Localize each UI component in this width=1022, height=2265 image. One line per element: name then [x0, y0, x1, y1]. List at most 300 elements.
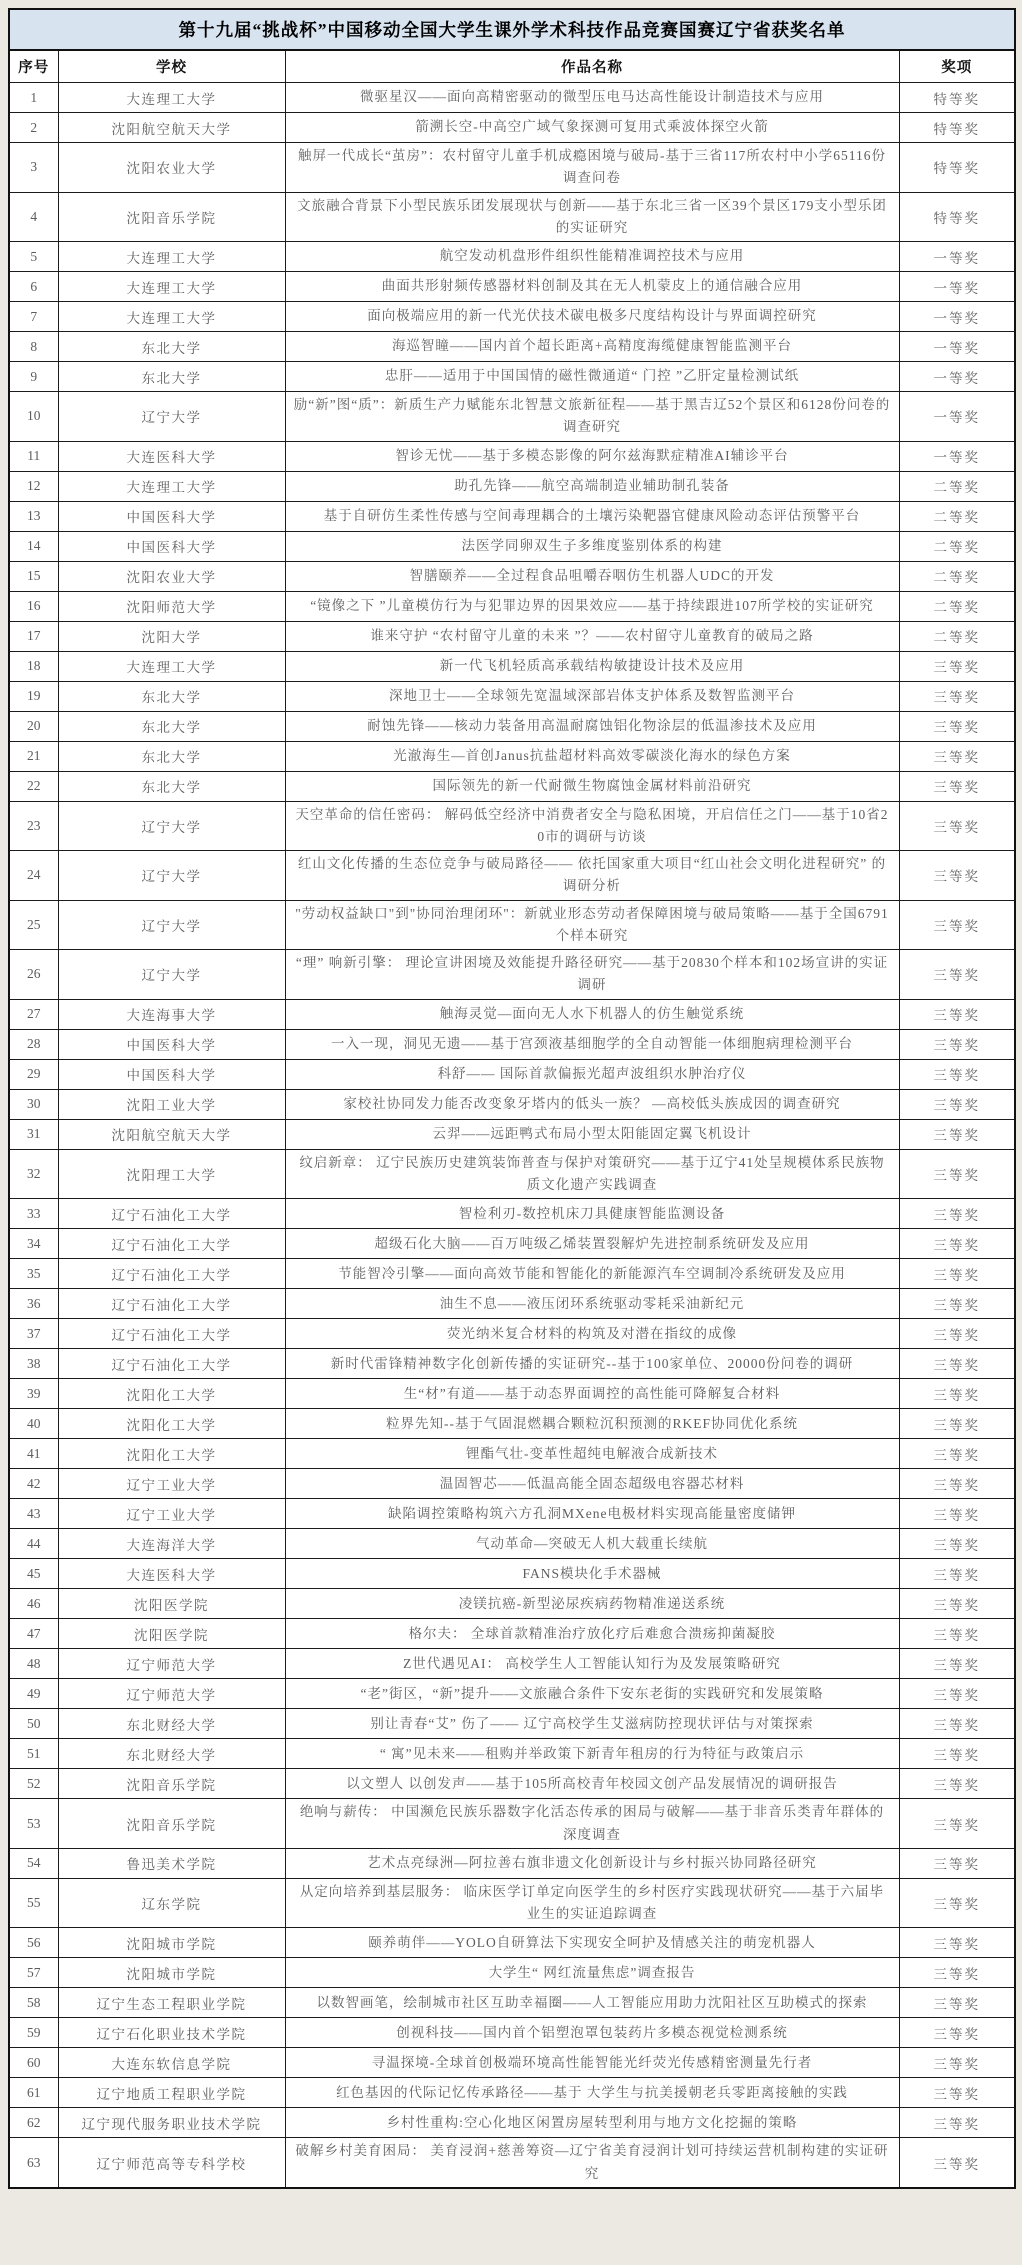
- row-number-cell: 24: [9, 851, 58, 901]
- table-row: [9, 242, 1015, 272]
- work-title-cell: 锂酯气壮-变革性超纯电解液合成新技术: [285, 1439, 899, 1469]
- school-cell: 大连理工大学: [58, 471, 285, 501]
- award-cell: 三等奖: [899, 1958, 1015, 1988]
- work-title-cell: 忠肝——适用于中国国情的磁性微通道“ 门控 ”乙肝定量检测试纸: [285, 362, 899, 392]
- work-title-cell: 智膳颐养——全过程食品咀嚼吞咽仿生机器人UDC的开发: [285, 561, 899, 591]
- award-cell: 二等奖: [899, 561, 1015, 591]
- row-number-cell: 58: [9, 1988, 58, 2018]
- row-number-cell: 26: [9, 950, 58, 1000]
- table-row: [9, 851, 1015, 901]
- table-row: [9, 1679, 1015, 1709]
- row-number-cell: 14: [9, 531, 58, 561]
- award-cell: 三等奖: [899, 1739, 1015, 1769]
- award-cell: 二等奖: [899, 501, 1015, 531]
- work-title-cell: 谁来守护 “农村留守儿童的未来 ”？——农村留守儿童教育的破局之路: [285, 621, 899, 651]
- row-number-cell: 2: [9, 113, 58, 143]
- award-cell: 一等奖: [899, 332, 1015, 362]
- work-title-cell: 创视科技——国内首个铝塑泡罩包装药片多模态视觉检测系统: [285, 2018, 899, 2048]
- school-cell: 中国医科大学: [58, 531, 285, 561]
- school-cell: 辽宁工业大学: [58, 1469, 285, 1499]
- award-cell: 三等奖: [899, 851, 1015, 901]
- work-title-cell: 红山文化传播的生态位竞争与破局路径—— 依托国家重大项目“红山社会文明化进程研究” 的调研分析: [285, 851, 899, 901]
- row-number-cell: 25: [9, 900, 58, 950]
- award-cell: 三等奖: [899, 2138, 1015, 2188]
- work-title-cell: “老”街区，“新”提升——文旅融合条件下安东老街的实践研究和发展策略: [285, 1679, 899, 1709]
- table-row: [9, 1409, 1015, 1439]
- work-title-cell: 智诊无忧——基于多模态影像的阿尔兹海默症精准AI辅诊平台: [285, 441, 899, 471]
- school-cell: 大连医科大学: [58, 441, 285, 471]
- school-cell: 沈阳医学院: [58, 1589, 285, 1619]
- table-row: [9, 1439, 1015, 1469]
- column-header-award: 奖项: [899, 50, 1015, 83]
- school-cell: 辽宁石油化工大学: [58, 1349, 285, 1379]
- row-number-cell: 30: [9, 1089, 58, 1119]
- row-number-cell: 56: [9, 1928, 58, 1958]
- work-title-cell: 别让青春“艾” 伤了—— 辽宁高校学生艾滋病防控现状评估与对策探索: [285, 1709, 899, 1739]
- table-row: [9, 741, 1015, 771]
- table-row: [9, 711, 1015, 741]
- header-row: [9, 50, 1015, 83]
- award-cell: 三等奖: [899, 1799, 1015, 1849]
- row-number-cell: 17: [9, 621, 58, 651]
- work-title-cell: 绝响与薪传： 中国濒危民族乐器数字化活态传承的困局与破解——基于非音乐类青年群体的深度调查: [285, 1799, 899, 1849]
- school-cell: 沈阳化工大学: [58, 1379, 285, 1409]
- row-number-cell: 44: [9, 1529, 58, 1559]
- school-cell: 辽宁石油化工大学: [58, 1229, 285, 1259]
- award-cell: 二等奖: [899, 531, 1015, 561]
- school-cell: 沈阳理工大学: [58, 1149, 285, 1199]
- award-cell: 一等奖: [899, 441, 1015, 471]
- award-cell: 三等奖: [899, 900, 1015, 950]
- award-cell: 三等奖: [899, 1529, 1015, 1559]
- table-row: [9, 801, 1015, 851]
- school-cell: 大连理工大学: [58, 651, 285, 681]
- row-number-cell: 22: [9, 771, 58, 801]
- row-number-cell: 21: [9, 741, 58, 771]
- row-number-cell: 62: [9, 2108, 58, 2138]
- award-cell: 一等奖: [899, 242, 1015, 272]
- award-cell: 三等奖: [899, 1589, 1015, 1619]
- row-number-cell: 31: [9, 1119, 58, 1149]
- award-cell: 三等奖: [899, 1319, 1015, 1349]
- school-cell: 沈阳农业大学: [58, 561, 285, 591]
- row-number-cell: 7: [9, 302, 58, 332]
- row-number-cell: 38: [9, 1349, 58, 1379]
- table-row: [9, 2018, 1015, 2048]
- table-row: [9, 471, 1015, 501]
- work-title-cell: 航空发动机盘形件组织性能精准调控技术与应用: [285, 242, 899, 272]
- work-title-cell: 凌镁抗癌-新型泌尿疾病药物精准递送系统: [285, 1589, 899, 1619]
- school-cell: 辽宁生态工程职业学院: [58, 1988, 285, 2018]
- table-row: [9, 1799, 1015, 1849]
- school-cell: 辽宁师范大学: [58, 1649, 285, 1679]
- school-cell: 辽宁石油化工大学: [58, 1289, 285, 1319]
- award-cell: 三等奖: [899, 651, 1015, 681]
- school-cell: 辽宁大学: [58, 950, 285, 1000]
- school-cell: 东北大学: [58, 741, 285, 771]
- table-row: [9, 1349, 1015, 1379]
- work-title-cell: 国际领先的新一代耐微生物腐蚀金属材料前沿研究: [285, 771, 899, 801]
- award-cell: 三等奖: [899, 950, 1015, 1000]
- row-number-cell: 52: [9, 1769, 58, 1799]
- row-number-cell: 18: [9, 651, 58, 681]
- work-title-cell: 荧光纳米复合材料的构筑及对潜在指纹的成像: [285, 1319, 899, 1349]
- award-cell: 三等奖: [899, 1439, 1015, 1469]
- award-cell: 特等奖: [899, 113, 1015, 143]
- work-title-cell: 文旅融合背景下小型民族乐团发展现状与创新——基于东北三省一区39个景区179支小型乐团的实证研究: [285, 192, 899, 242]
- school-cell: 中国医科大学: [58, 501, 285, 531]
- row-number-cell: 35: [9, 1259, 58, 1289]
- table-row: [9, 392, 1015, 442]
- school-cell: 辽宁现代服务职业技术学院: [58, 2108, 285, 2138]
- table-row: [9, 591, 1015, 621]
- row-number-cell: 36: [9, 1289, 58, 1319]
- work-title-cell: 超级石化大脑——百万吨级乙烯装置裂解炉先进控制系统研发及应用: [285, 1229, 899, 1259]
- work-title-cell: 光澈海生—首创Janus抗盐超材料高效零碳淡化海水的绿色方案: [285, 741, 899, 771]
- row-number-cell: 48: [9, 1649, 58, 1679]
- school-cell: 沈阳化工大学: [58, 1409, 285, 1439]
- award-cell: 二等奖: [899, 591, 1015, 621]
- work-title-cell: 海巡智瞳——国内首个超长距离+高精度海缆健康智能监测平台: [285, 332, 899, 362]
- table-row: [9, 192, 1015, 242]
- row-number-cell: 28: [9, 1029, 58, 1059]
- award-cell: 三等奖: [899, 1259, 1015, 1289]
- table-row: [9, 2078, 1015, 2108]
- awards-table-body: [9, 83, 1015, 2188]
- table-row: [9, 999, 1015, 1029]
- award-cell: 三等奖: [899, 771, 1015, 801]
- school-cell: 辽东学院: [58, 1878, 285, 1928]
- row-number-cell: 53: [9, 1799, 58, 1849]
- work-title-cell: 法医学同卵双生子多维度鉴别体系的构建: [285, 531, 899, 561]
- table-row: [9, 501, 1015, 531]
- award-cell: 特等奖: [899, 83, 1015, 113]
- work-title-cell: 破解乡村美育困局： 美育浸润+慈善筹资—辽宁省美育浸润计划可持续运营机制构建的实证研究: [285, 2138, 899, 2188]
- table-row: [9, 1589, 1015, 1619]
- award-cell: 三等奖: [899, 1679, 1015, 1709]
- row-number-cell: 55: [9, 1878, 58, 1928]
- row-number-cell: 10: [9, 392, 58, 442]
- award-cell: 三等奖: [899, 2048, 1015, 2078]
- work-title-cell: 科舒—— 国际首款偏振光超声波组织水肿治疗仪: [285, 1059, 899, 1089]
- table-row: [9, 1988, 1015, 2018]
- work-title-cell: 微驱星汉——面向高精密驱动的微型压电马达高性能设计制造技术与应用: [285, 83, 899, 113]
- row-number-cell: 49: [9, 1679, 58, 1709]
- table-row: [9, 1289, 1015, 1319]
- table-row: [9, 681, 1015, 711]
- school-cell: 鲁迅美术学院: [58, 1848, 285, 1878]
- work-title-cell: 油生不息——液压闭环系统驱动零耗采油新纪元: [285, 1289, 899, 1319]
- school-cell: 大连海事大学: [58, 999, 285, 1029]
- work-title-cell: 气动革命—突破无人机大载重长续航: [285, 1529, 899, 1559]
- table-row: [9, 1199, 1015, 1229]
- school-cell: 沈阳大学: [58, 621, 285, 651]
- work-title-cell: 寻温探境-全球首创极端环境高性能智能光纤荧光传感精密测量先行者: [285, 2048, 899, 2078]
- title-row: [9, 9, 1015, 50]
- school-cell: 辽宁石化职业技术学院: [58, 2018, 285, 2048]
- work-title-cell: 励“新”图“质”：新质生产力赋能东北智慧文旅新征程——基于黑吉辽52个景区和6128份问卷的调查研究: [285, 392, 899, 442]
- school-cell: 沈阳工业大学: [58, 1089, 285, 1119]
- table-row: [9, 1119, 1015, 1149]
- document-sheet: [8, 8, 1014, 2189]
- awards-table: [8, 8, 1016, 2189]
- table-row: [9, 272, 1015, 302]
- school-cell: 沈阳音乐学院: [58, 192, 285, 242]
- school-cell: 大连理工大学: [58, 302, 285, 332]
- table-row: [9, 1619, 1015, 1649]
- table-row: [9, 113, 1015, 143]
- award-cell: 三等奖: [899, 1059, 1015, 1089]
- award-cell: 三等奖: [899, 681, 1015, 711]
- row-number-cell: 15: [9, 561, 58, 591]
- row-number-cell: 1: [9, 83, 58, 113]
- column-header-no: 序号: [9, 50, 58, 83]
- award-cell: 三等奖: [899, 1379, 1015, 1409]
- work-title-cell: 艺术点亮绿洲—阿拉善右旗非遗文化创新设计与乡村振兴协同路径研究: [285, 1848, 899, 1878]
- school-cell: 辽宁地质工程职业学院: [58, 2078, 285, 2108]
- award-cell: 三等奖: [899, 1649, 1015, 1679]
- award-cell: 三等奖: [899, 1409, 1015, 1439]
- award-cell: 三等奖: [899, 2018, 1015, 2048]
- work-title-cell: 以文塑人 以创发声——基于105所高校青年校园文创产品发展情况的调研报告: [285, 1769, 899, 1799]
- award-cell: 三等奖: [899, 1878, 1015, 1928]
- row-number-cell: 11: [9, 441, 58, 471]
- table-row: [9, 771, 1015, 801]
- award-cell: 三等奖: [899, 1029, 1015, 1059]
- work-title-cell: 生“材”有道——基于动态界面调控的高性能可降解复合材料: [285, 1379, 899, 1409]
- row-number-cell: 39: [9, 1379, 58, 1409]
- school-cell: 沈阳化工大学: [58, 1439, 285, 1469]
- row-number-cell: 27: [9, 999, 58, 1029]
- school-cell: 辽宁石油化工大学: [58, 1319, 285, 1349]
- school-cell: 大连医科大学: [58, 1559, 285, 1589]
- work-title-cell: 箭溯长空-中高空广域气象探测可复用式乘波体探空火箭: [285, 113, 899, 143]
- award-cell: 一等奖: [899, 392, 1015, 442]
- work-title-cell: 粒界先知--基于气固混燃耦合颗粒沉积预测的RKEF协同优化系统: [285, 1409, 899, 1439]
- row-number-cell: 20: [9, 711, 58, 741]
- school-cell: 辽宁石油化工大学: [58, 1259, 285, 1289]
- award-cell: 一等奖: [899, 362, 1015, 392]
- row-number-cell: 47: [9, 1619, 58, 1649]
- table-row: [9, 1059, 1015, 1089]
- school-cell: 沈阳音乐学院: [58, 1769, 285, 1799]
- award-cell: 三等奖: [899, 2108, 1015, 2138]
- table-row: [9, 1319, 1015, 1349]
- row-number-cell: 42: [9, 1469, 58, 1499]
- table-row: [9, 2138, 1015, 2188]
- table-row: [9, 1848, 1015, 1878]
- column-header-school: 学校: [58, 50, 285, 83]
- row-number-cell: 34: [9, 1229, 58, 1259]
- row-number-cell: 8: [9, 332, 58, 362]
- award-cell: 三等奖: [899, 1289, 1015, 1319]
- school-cell: 辽宁大学: [58, 392, 285, 442]
- row-number-cell: 13: [9, 501, 58, 531]
- row-number-cell: 4: [9, 192, 58, 242]
- row-number-cell: 16: [9, 591, 58, 621]
- table-row: [9, 143, 1015, 193]
- award-cell: 一等奖: [899, 272, 1015, 302]
- work-title-cell: 新时代雷锋精神数字化创新传播的实证研究--基于100家单位、20000份问卷的调研: [285, 1349, 899, 1379]
- award-cell: 二等奖: [899, 471, 1015, 501]
- work-title-cell: 助孔先锋——航空高端制造业辅助制孔装备: [285, 471, 899, 501]
- work-title-cell: 家校社协同发力能否改变象牙塔内的低头一族？ —高校低头族成因的调查研究: [285, 1089, 899, 1119]
- row-number-cell: 59: [9, 2018, 58, 2048]
- table-row: [9, 621, 1015, 651]
- row-number-cell: 32: [9, 1149, 58, 1199]
- award-cell: 三等奖: [899, 1199, 1015, 1229]
- award-cell: 三等奖: [899, 741, 1015, 771]
- row-number-cell: 57: [9, 1958, 58, 1988]
- row-number-cell: 19: [9, 681, 58, 711]
- row-number-cell: 6: [9, 272, 58, 302]
- school-cell: 东北大学: [58, 711, 285, 741]
- row-number-cell: 45: [9, 1559, 58, 1589]
- award-cell: 三等奖: [899, 1928, 1015, 1958]
- table-row: [9, 1709, 1015, 1739]
- school-cell: 沈阳音乐学院: [58, 1799, 285, 1849]
- table-row: [9, 1559, 1015, 1589]
- school-cell: 辽宁师范大学: [58, 1679, 285, 1709]
- school-cell: 沈阳城市学院: [58, 1928, 285, 1958]
- award-cell: 三等奖: [899, 2078, 1015, 2108]
- work-title-cell: 智检利刃-数控机床刀具健康智能监测设备: [285, 1199, 899, 1229]
- work-title-cell: 面向极端应用的新一代光伏技术碳电极多尺度结构设计与界面调控研究: [285, 302, 899, 332]
- school-cell: 沈阳航空航天大学: [58, 1119, 285, 1149]
- row-number-cell: 3: [9, 143, 58, 193]
- school-cell: 沈阳农业大学: [58, 143, 285, 193]
- work-title-cell: 格尔夫： 全球首款精准治疗放化疗后难愈合溃疡抑菌凝胶: [285, 1619, 899, 1649]
- table-row: [9, 900, 1015, 950]
- award-cell: 三等奖: [899, 1149, 1015, 1199]
- award-cell: 三等奖: [899, 1769, 1015, 1799]
- row-number-cell: 12: [9, 471, 58, 501]
- award-cell: 三等奖: [899, 711, 1015, 741]
- work-title-cell: 深地卫士——全球领先宽温域深部岩体支护体系及数智监测平台: [285, 681, 899, 711]
- row-number-cell: 33: [9, 1199, 58, 1229]
- award-cell: 特等奖: [899, 192, 1015, 242]
- row-number-cell: 5: [9, 242, 58, 272]
- work-title-cell: Z世代遇见AI： 高校学生人工智能认知行为及发展策略研究: [285, 1649, 899, 1679]
- table-row: [9, 651, 1015, 681]
- award-cell: 三等奖: [899, 1848, 1015, 1878]
- row-number-cell: 9: [9, 362, 58, 392]
- work-title-cell: 纹启新章： 辽宁民族历史建筑装饰普查与保护对策研究——基于辽宁41处呈规模体系民族物质文化遗产实践调查: [285, 1149, 899, 1199]
- school-cell: 辽宁师范高等专科学校: [58, 2138, 285, 2188]
- page-title: 第十九届“挑战杯”中国移动全国大学生课外学术科技作品竞赛国赛辽宁省获奖名单: [9, 9, 1015, 50]
- table-row: [9, 1529, 1015, 1559]
- award-cell: 三等奖: [899, 1709, 1015, 1739]
- work-title-cell: “理” 响新引擎： 理论宣讲困境及效能提升路径研究——基于20830个样本和102场宣讲的实证调研: [285, 950, 899, 1000]
- table-row: [9, 83, 1015, 113]
- table-row: [9, 302, 1015, 332]
- row-number-cell: 51: [9, 1739, 58, 1769]
- award-cell: 三等奖: [899, 999, 1015, 1029]
- school-cell: 辽宁大学: [58, 801, 285, 851]
- row-number-cell: 60: [9, 2048, 58, 2078]
- school-cell: 辽宁大学: [58, 851, 285, 901]
- table-row: [9, 1499, 1015, 1529]
- table-row: [9, 1149, 1015, 1199]
- table-row: [9, 332, 1015, 362]
- table-row: [9, 561, 1015, 591]
- table-row: [9, 1029, 1015, 1059]
- row-number-cell: 43: [9, 1499, 58, 1529]
- work-title-cell: 曲面共形射频传感器材料创制及其在无人机蒙皮上的通信融合应用: [285, 272, 899, 302]
- work-title-cell: 新一代飞机轻质高承载结构敏捷设计技术及应用: [285, 651, 899, 681]
- award-cell: 三等奖: [899, 1988, 1015, 2018]
- work-title-cell: 乡村性重构:空心化地区闲置房屋转型利用与地方文化挖掘的策略: [285, 2108, 899, 2138]
- school-cell: 辽宁石油化工大学: [58, 1199, 285, 1229]
- table-row: [9, 1259, 1015, 1289]
- table-row: [9, 1379, 1015, 1409]
- award-cell: 三等奖: [899, 1089, 1015, 1119]
- work-title-cell: 天空革命的信任密码： 解码低空经济中消费者安全与隐私困境，开启信任之门——基于10省20市的调研与访谈: [285, 801, 899, 851]
- school-cell: 沈阳城市学院: [58, 1958, 285, 1988]
- work-title-cell: 基于自研仿生柔性传感与空间毒理耦合的土壤污染靶器官健康风险动态评估预警平台: [285, 501, 899, 531]
- table-row: [9, 950, 1015, 1000]
- table-row: [9, 1469, 1015, 1499]
- work-title-cell: 颐养萌伴——YOLO自研算法下实现安全呵护及情感关注的萌宠机器人: [285, 1928, 899, 1958]
- table-row: [9, 1769, 1015, 1799]
- award-cell: 三等奖: [899, 801, 1015, 851]
- school-cell: 沈阳医学院: [58, 1619, 285, 1649]
- row-number-cell: 29: [9, 1059, 58, 1089]
- table-row: [9, 362, 1015, 392]
- work-title-cell: 缺陷调控策略构筑六方孔洞MXene电极材料实现高能量密度储钾: [285, 1499, 899, 1529]
- award-cell: 三等奖: [899, 1559, 1015, 1589]
- row-number-cell: 41: [9, 1439, 58, 1469]
- school-cell: 大连海洋大学: [58, 1529, 285, 1559]
- work-title-cell: 温固智芯——低温高能全固态超级电容器芯材料: [285, 1469, 899, 1499]
- row-number-cell: 23: [9, 801, 58, 851]
- school-cell: 大连理工大学: [58, 242, 285, 272]
- table-row: [9, 441, 1015, 471]
- school-cell: 沈阳航空航天大学: [58, 113, 285, 143]
- row-number-cell: 46: [9, 1589, 58, 1619]
- school-cell: 大连理工大学: [58, 83, 285, 113]
- school-cell: 沈阳师范大学: [58, 591, 285, 621]
- work-title-cell: 从定向培养到基层服务： 临床医学订单定向医学生的乡村医疗实践现状研究——基于六届毕业生的实证追踪调查: [285, 1878, 899, 1928]
- row-number-cell: 50: [9, 1709, 58, 1739]
- work-title-cell: 云羿——远距鸭式布局小型太阳能固定翼飞机设计: [285, 1119, 899, 1149]
- school-cell: 中国医科大学: [58, 1059, 285, 1089]
- work-title-cell: 耐蚀先锋——核动力装备用高温耐腐蚀铝化物涂层的低温渗技术及应用: [285, 711, 899, 741]
- work-title-cell: 触屏一代成长“茧房”：农村留守儿童手机成瘾困境与破局-基于三省117所农村中小学65116份调查问卷: [285, 143, 899, 193]
- award-cell: 三等奖: [899, 1349, 1015, 1379]
- school-cell: 辽宁工业大学: [58, 1499, 285, 1529]
- work-title-cell: 大学生“ 网红流量焦虑”调查报告: [285, 1958, 899, 1988]
- school-cell: 大连东软信息学院: [58, 2048, 285, 2078]
- table-row: [9, 1089, 1015, 1119]
- row-number-cell: 54: [9, 1848, 58, 1878]
- work-title-cell: FANS模块化手术器械: [285, 1559, 899, 1589]
- award-cell: 特等奖: [899, 143, 1015, 193]
- row-number-cell: 63: [9, 2138, 58, 2188]
- school-cell: 东北大学: [58, 332, 285, 362]
- award-cell: 三等奖: [899, 1619, 1015, 1649]
- school-cell: 大连理工大学: [58, 272, 285, 302]
- school-cell: 辽宁大学: [58, 900, 285, 950]
- table-row: [9, 1649, 1015, 1679]
- row-number-cell: 40: [9, 1409, 58, 1439]
- award-cell: 三等奖: [899, 1469, 1015, 1499]
- work-title-cell: 一入一现，洞见无遗——基于宫颈液基细胞学的全自动智能一体细胞病理检测平台: [285, 1029, 899, 1059]
- school-cell: 东北财经大学: [58, 1739, 285, 1769]
- table-row: [9, 2048, 1015, 2078]
- award-cell: 三等奖: [899, 1119, 1015, 1149]
- award-cell: 二等奖: [899, 621, 1015, 651]
